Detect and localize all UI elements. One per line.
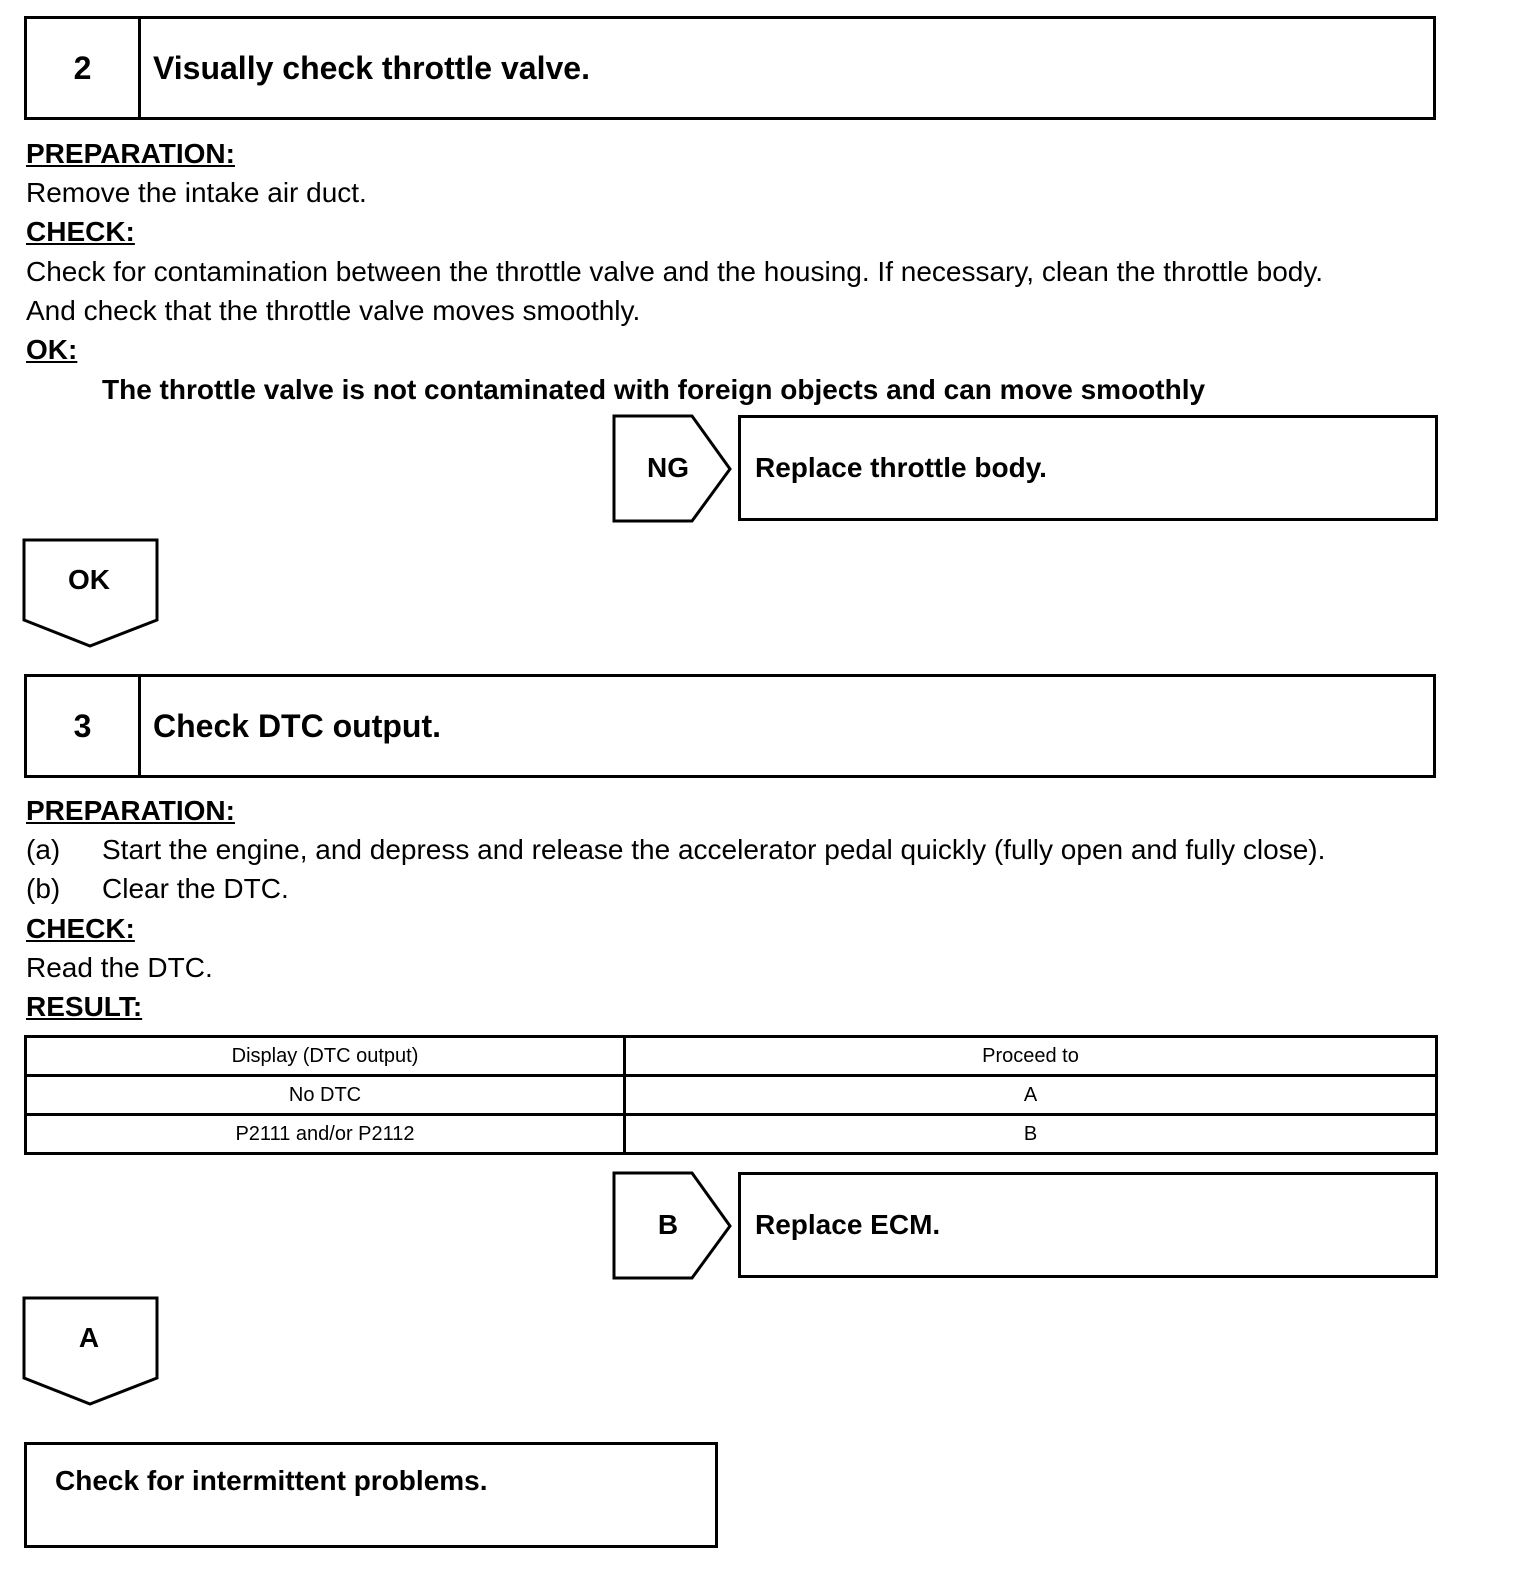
step-3-header — [24, 674, 1436, 778]
result-table — [24, 1035, 1438, 1155]
prep-item-b-label: (b) — [26, 873, 61, 904]
final-action-box: Check for intermittent problems. — [24, 1442, 718, 1548]
column-header: Display (DTC output) — [26, 1037, 625, 1076]
step-number: 3 — [27, 677, 141, 775]
step-title: Check DTC output. — [153, 707, 441, 744]
table-cell: A — [625, 1076, 1437, 1115]
check-text-line-2: And check that the throttle valve moves smoothly. — [26, 295, 641, 326]
b-label: B — [657, 1209, 679, 1240]
step-title: Visually check throttle valve. — [153, 49, 590, 86]
table-cell: B — [625, 1115, 1437, 1154]
column-header: Proceed to — [625, 1037, 1437, 1076]
table-row — [26, 1076, 1437, 1115]
ng-action-box: Replace throttle body. — [738, 415, 1438, 521]
ng-label: NG — [647, 452, 689, 483]
step-2-header — [24, 16, 1436, 120]
check-text-line-1: Check for contamination between the throttle valve and the housing. If necessary, clean the throttle body. — [26, 256, 1324, 287]
check-heading: CHECK: — [26, 913, 135, 944]
table-cell: P2111 and/or P2112 — [26, 1115, 625, 1154]
b-action-box: Replace ECM. — [738, 1172, 1438, 1278]
check-text: Read the DTC. — [26, 952, 213, 983]
preparation-heading: PREPARATION: — [26, 138, 235, 169]
check-heading: CHECK: — [26, 216, 135, 247]
prep-item-a-label: (a) — [26, 834, 61, 865]
table-row — [26, 1115, 1437, 1154]
step-number: 2 — [27, 19, 141, 117]
ok-criteria: The throttle valve is not contaminated with foreign objects and can move smoothly — [102, 374, 1206, 405]
ok-label: OK — [68, 564, 110, 595]
a-label: A — [78, 1322, 100, 1353]
prep-item-b-text: Clear the DTC. — [102, 873, 289, 904]
result-heading: RESULT: — [26, 991, 143, 1022]
table-header-row — [26, 1037, 1437, 1076]
ok-heading: OK: — [26, 334, 78, 365]
table-cell: No DTC — [26, 1076, 625, 1115]
preparation-heading: PREPARATION: — [26, 795, 235, 826]
preparation-text: Remove the intake air duct. — [26, 177, 367, 208]
prep-item-a-text: Start the engine, and depress and release the accelerator pedal quickly (fully open and fully close). — [102, 834, 1326, 865]
